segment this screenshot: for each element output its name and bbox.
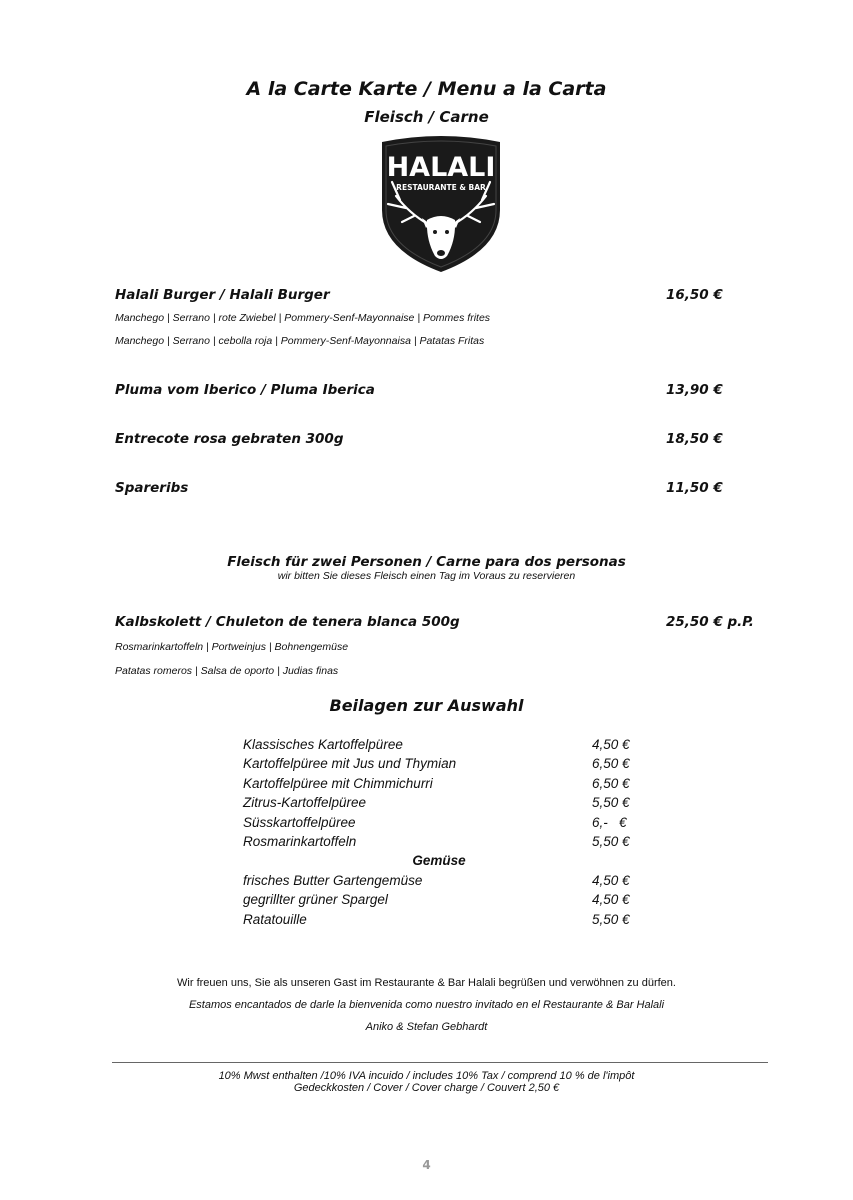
side-price: 6,50 € [592, 775, 630, 791]
side-price: 6,50 € [592, 756, 630, 772]
dish-price: 18,50 € [666, 431, 723, 447]
list-item [243, 892, 643, 911]
dish-name: Spareribs [115, 480, 189, 496]
section-subtitle: Fleisch / Carne [364, 108, 489, 126]
side-price: 5,50 € [592, 911, 630, 927]
logo-wordmark: HALALI [386, 152, 496, 183]
halali-logo [370, 132, 512, 278]
dish-name: Entrecote rosa gebraten 300g [115, 431, 344, 447]
dish-description-de: Manchego | Serrano | rote Zwiebel | Pommery-Senf-Mayonnaise | Pommes frites [115, 312, 491, 324]
side-price: 5,50 € [592, 833, 630, 849]
dish-description-de: Rosmarinkartoffeln | Portweinjus | Bohnengemüse [115, 641, 349, 653]
side-name: Rosmarinkartoffeln [243, 833, 357, 849]
reservation-note: wir bitten Sie dieses Fleisch einen Tag im Voraus zu reservieren [277, 570, 576, 582]
cover-charge-note: Gedeckkosten / Cover / Cover charge / Couvert 2,50 € [293, 1082, 560, 1094]
tax-note: 10% Mwst enthalten /10% IVA incuido / includes 10% Tax / comprend 10 % de l'impôt [218, 1070, 635, 1082]
list-item [243, 873, 643, 892]
list-item [243, 815, 643, 834]
dish-price: 13,90 € [666, 382, 723, 398]
side-name: Ratatouille [243, 911, 307, 927]
side-name: Kartoffelpüree mit Chimmichurri [243, 775, 433, 791]
list-item [243, 737, 643, 756]
side-name: Klassisches Kartoffelpüree [243, 737, 403, 752]
side-price: 5,50 € [592, 795, 630, 811]
footer-divider [112, 1062, 768, 1063]
side-price: 4,50 € [592, 892, 630, 908]
dish-description-es: Patatas romeros | Salsa de oporto | Judias finas [115, 665, 339, 677]
dish-price: 11,50 € [666, 480, 723, 496]
welcome-text-es: Estamos encantados de darle la bienvenida como nuestro invitado en el Restaurante & Bar Halali [188, 999, 665, 1011]
logo-tagline: RESTAURANTE & BAR [396, 183, 486, 192]
side-name: frisches Butter Gartengemüse [243, 872, 423, 888]
sides-heading: Beilagen zur Auswahl [329, 696, 524, 715]
page-number: 4 [422, 1158, 431, 1172]
list-item [243, 912, 643, 931]
dish-price: 16,50 € [666, 287, 723, 303]
dish-name: Halali Burger / Halali Burger [115, 287, 330, 303]
dish-name: Kalbskolett / Chuleton de tenera blanca 500g [115, 614, 460, 630]
side-price: 4,50 € [592, 737, 630, 752]
dish-name: Pluma vom Iberico / Pluma Iberica [115, 382, 375, 398]
dish-description-es: Manchego | Serrano | cebolla roja | Pommery-Senf-Mayonnaisa | Patatas Fritas [115, 335, 485, 347]
side-name: Zitrus-Kartoffelpüree [243, 795, 367, 811]
welcome-text-de: Wir freuen uns, Sie als unseren Gast im Restaurante & Bar Halali begrüßen und verwöhnen zu dürfen. [177, 977, 676, 989]
signature: Aniko & Stefan Gebhardt [365, 1021, 488, 1033]
side-name: Kartoffelpüree mit Jus und Thymian [243, 756, 457, 772]
side-name: Süsskartoffelpüree [243, 814, 356, 830]
sides-list [243, 737, 643, 931]
dish-price: 25,50 € p.P. [666, 614, 754, 630]
list-item [243, 834, 643, 853]
side-price: 4,50 € [592, 872, 630, 888]
side-name: gegrillter grüner Spargel [243, 892, 388, 908]
vegetables-heading: Gemüse [412, 853, 466, 869]
list-item [243, 756, 643, 775]
list-item [243, 795, 643, 814]
for-two-heading: Fleisch für zwei Personen / Carne para dos personas [227, 554, 626, 570]
side-price: 6,- € [592, 814, 627, 830]
list-item [243, 776, 643, 795]
menu-title: A la Carte Karte / Menu a la Carta [246, 78, 607, 100]
